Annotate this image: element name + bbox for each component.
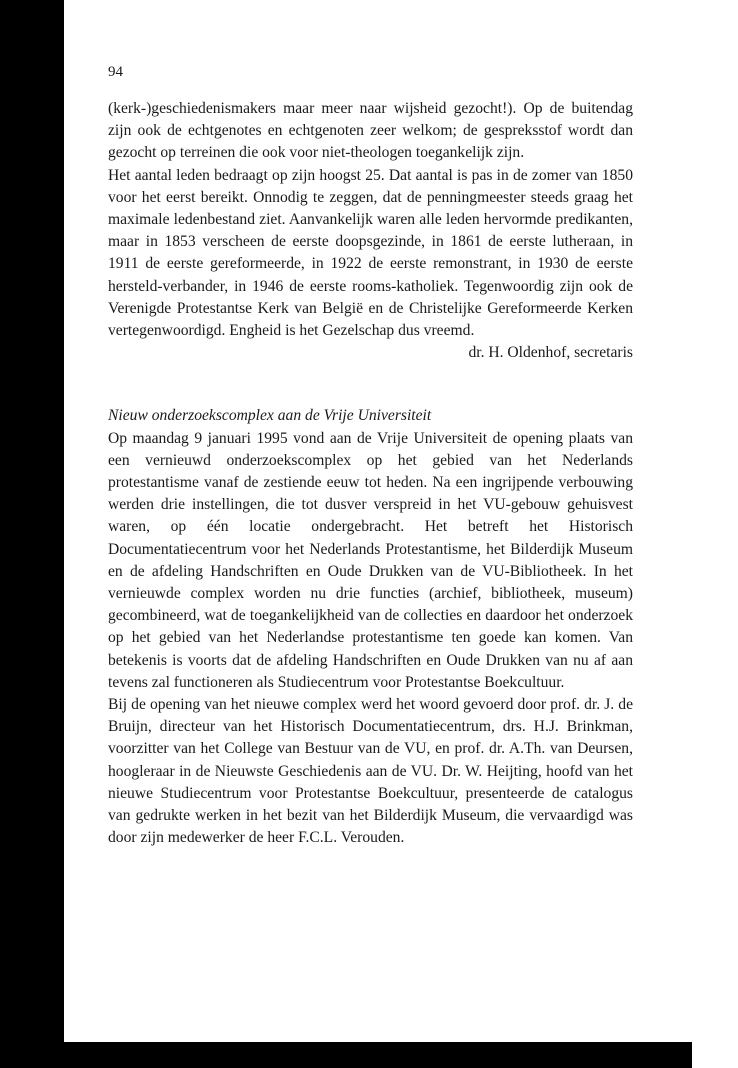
- section2-title: Nieuw onderzoekscomplex aan de Vrije Universiteit: [108, 407, 432, 425]
- section1-paragraph-2: Het aantal leden bedraagt op zijn hoogst 25. Dat aantal is pas in de zomer van 1850 voor het eerst bereikt. Onnodig te zeggen, dat de penningmeester steeds graag het maximale ledenbestand ziet. Aanvankelijk waren alle leden hervormde predikanten, maar in 1853 verscheen de eerste doopsgezinde, in 1861 de eerste lutheraan, in 1911 de eerste gereformeerde, in 1922 de eerste remonstrant, in 1930 de eerste hersteld-verbander, in 1946 de eerste rooms-katholiek. Tegenwoordig zijn ook de Verenigde Protestantse Kerk van België en de Christelijke Gereformeerde Kerken vertegenwoordigd. Engheid is het Gezelschap dus vreemd.: [108, 166, 633, 340]
- section2-paragraph-1: Op maandag 9 januari 1995 vond aan de Vrije Universiteit de opening plaats van een vernieuwd onderzoekscomplex op het gebied van het Nederlands protestantisme vanaf de zestiende eeuw tot heden. Na een ingrijpende verbouwing werden drie instellingen, die tot dusver verspreid in het VU-gebouw gehuisvest waren, op één locatie ondergebracht. Het betreft het Historisch Documentatiecentrum voor het Nederlands Protestantisme, het Bilderdijk Museum en de afdeling Handschriften en Oude Drukken van de VU-Bibliotheek. In het vernieuwde complex worden nu drie functies (archief, bibliotheek, museum) gecombineerd, wat de toegankelijkheid van de collecties en daardoor het onderzoek op het gebied van het Nederlandse protestantisme ten goede kan komen. Van betekenis is voorts dat de afdeling Handschriften en Oude Drukken van nu af aan tevens zal functioneren als Studiecentrum voor Protestantse Boekcultuur.: [108, 429, 633, 691]
- section1-paragraph-1: (kerk-)geschiedenismakers maar meer naar wijsheid gezocht!). Op de buitendag zijn ook de echtgenotes en echtgenoten zeer welkom; de gespreksstof wordt dan gezocht op terreinen die ook voor niet-theologen toegankelijk zijn.: [108, 100, 633, 162]
- page-content: [108, 62, 633, 850]
- signature: dr. H. Oldenhof, secretaris: [468, 344, 633, 362]
- section2-paragraph-2: Bij de opening van het nieuwe complex werd het woord gevoerd door prof. dr. J. de Bruijn, directeur van het Historisch Documentatiecentrum, drs. H.J. Brinkman, voorzitter van het College van Bestuur van de VU, en prof. dr. A.Th. van Deursen, hoogleraar in de Nieuwste Geschiedenis aan de VU. Dr. W. Heijting, hoofd van het nieuwe Studiecentrum voor Protestantse Boekcultuur, presenteerde de catalogus van gedrukte werken in het bezit van het Bilderdijk Museum, die vervaardigd was door zijn medewerker de heer F.C.L. Verouden.: [108, 696, 633, 847]
- scan-border-left: [0, 0, 64, 1068]
- scan-border-bottom: [0, 1042, 692, 1068]
- section-divider-space: [108, 364, 633, 405]
- page-number: 94: [108, 64, 123, 80]
